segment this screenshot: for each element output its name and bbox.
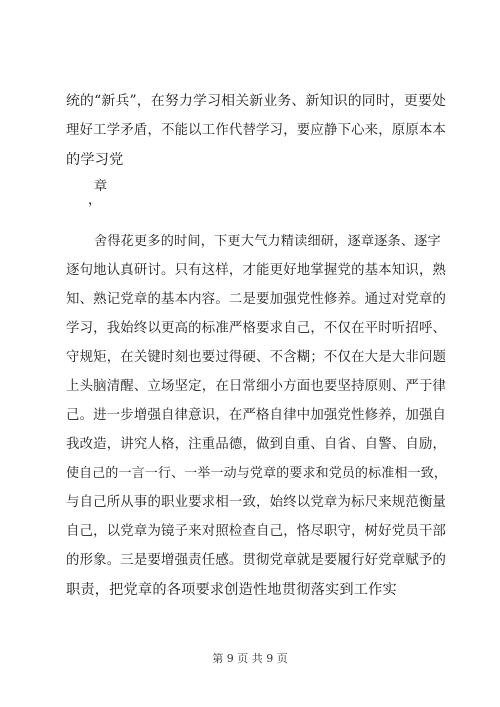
paragraph-line: 理好工学矛盾，不能以工作代替学习，要应静下心来，原原本本 [66,123,447,138]
paragraph-line: 使自己的一言一行、一举一动与党章的要求和党员的标准相一致， [66,466,447,481]
paragraph-line: 我改造，讲究人格，注重品德，做到自重、自省、自警、自励， [66,437,447,452]
page-number-footer: 第 9 页 共 9 页 [212,652,288,665]
paragraph-line: 上头脑清醒、立场坚定，在日常细小方面也要坚持原则、严于律 [66,379,447,394]
paragraph-line: 章 [94,179,108,194]
paragraph-line: 职责，把党章的各项要求创造性地贯彻落实到工作实 [66,582,397,598]
paragraph-line: 己。进一步增强自律意识，在严格自律中加强党性修养，加强自 [66,408,447,423]
paragraph-line: 的学习党 [66,152,124,168]
paragraph-line: 自己，以党章为镜子来对照检查自己，恪尽职守，树好党员干部 [66,524,447,539]
paragraph-line: 学习，我始终以更高的标准严格要求自己，不仅在平时听招呼、 [66,321,447,336]
paragraph-line: 统的“新兵”，在努力学习相关新业务、新知识的同时，更要处 [66,93,447,109]
paragraph-line: 守规矩，在关键时刻也要过得硬、不含糊；不仅在大是大非问题 [66,350,447,365]
paragraph-line: 知、熟记党章的基本内容。二是要加强党性修养。通过对党章的 [66,292,447,307]
paragraph-line: 的形象。三是要增强责任感。贯彻党章就是要履行好党章赋予的 [66,553,447,568]
paragraph-line: 舍得花更多的时间，下更大气力精读细研，逐章逐条、逐字 [94,234,441,249]
paragraph-line: 与自己所从事的职业要求相一致，始终以党章为标尺来规范衡量 [66,495,447,510]
paragraph-line: ， [88,193,102,208]
paragraph-line: 逐句地认真研讨。只有这样，才能更好地掌握党的基本知识，熟 [66,263,447,278]
